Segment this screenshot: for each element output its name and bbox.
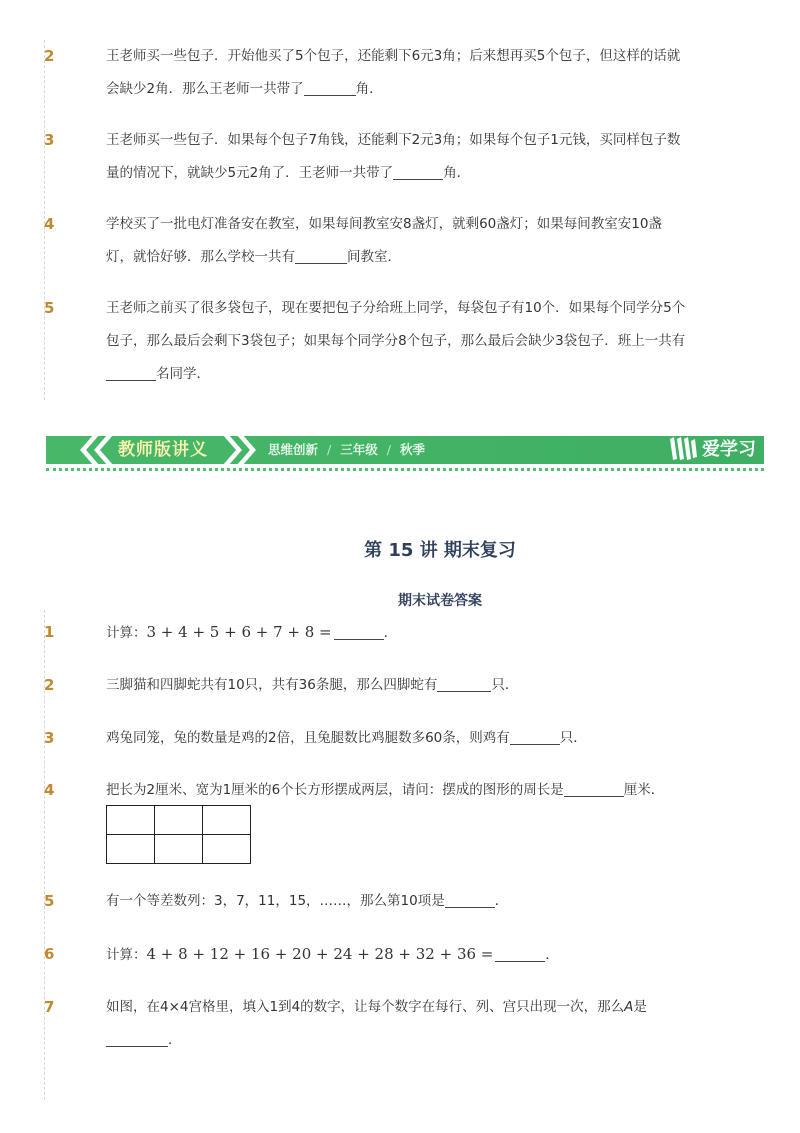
answer-blank[interactable]: [510, 731, 560, 746]
question-4: [0, 774, 800, 807]
brand-name: 爱学习: [702, 439, 756, 460]
question-3-top: [0, 124, 800, 190]
question-7: [0, 991, 800, 1057]
question-text: 学校买了一批电灯准备安在教室，如果每间教室安8盏灯，就剩60盏灯；如果每间教室安10盏 灯，就恰好够．那么学校一共有 间教室．: [106, 216, 662, 265]
question-text: 计算：3 + 4 + 5 + 6 + 7 + 8 = ．: [106, 623, 398, 641]
answer-blank[interactable]: [106, 367, 156, 382]
answer-blank[interactable]: [564, 783, 624, 798]
banner-title: 教师版讲义: [118, 440, 208, 460]
question-number: 5: [44, 299, 55, 317]
question-number: 2: [44, 676, 55, 694]
double-chevron-right-icon: [220, 432, 260, 468]
answer-blank[interactable]: [106, 1033, 168, 1048]
grid-cell: [107, 835, 155, 864]
grid-cell: [203, 835, 251, 864]
question-5: [0, 885, 800, 918]
answer-blank[interactable]: [445, 894, 495, 909]
question-number: 6: [44, 945, 55, 963]
question-number: 1: [44, 623, 55, 641]
question-text: 王老师买一些包子．开始他买了5个包子，还能剩下6元3角；后来想再买5个包子，但这样的话就 会缺少2角．那么王老师一共带了 角．: [106, 48, 681, 97]
question-number: 3: [44, 131, 55, 149]
grid-cell: [107, 806, 155, 835]
lecture-title: 第 15 讲 期末复习: [364, 540, 516, 561]
question-4-top: [0, 208, 800, 274]
rectangle-grid-figure: [106, 805, 251, 864]
question-text: 计算：4 + 8 + 12 + 16 + 20 + 24 + 28 + 32 + 36 = ．: [106, 945, 559, 963]
question-text: 王老师买一些包子．如果每个包子7角钱，还能剩下2元3角；如果每个包子1元钱，买同样包子数 量的情况下，就缺少5元2角了．王老师一共带了 角．: [106, 132, 681, 181]
answer-blank[interactable]: [437, 678, 491, 693]
question-text: 王老师之前买了很多袋包子，现在要把包子分给班上同学，每袋包子有10个．如果每个同学分5个 包子，那么最后会剩下3袋包子；如果每个同学分8个包子，那么最后会缺少3袋包子．班上一共有 名同学．: [106, 300, 686, 382]
book-stripes-icon: [668, 435, 698, 461]
question-3: [0, 722, 800, 755]
question-number: 4: [44, 215, 55, 233]
question-number: 5: [44, 892, 55, 910]
answer-blank[interactable]: [495, 948, 545, 963]
grid-cell: [203, 806, 251, 835]
question-number: 2: [44, 47, 55, 65]
question-number: 7: [44, 998, 55, 1016]
question-2: [0, 669, 800, 702]
question-text: 三脚猫和四脚蛇共有10只，共有36条腿，那么四脚蛇有 只．: [106, 677, 519, 693]
grid-cell: [155, 835, 203, 864]
banner-dotted-line: [46, 468, 764, 471]
question-text: 鸡兔同笼，兔的数量是鸡的2倍，且兔腿数比鸡腿数多60条，则鸡有 只．: [106, 730, 587, 746]
question-text: 有一个等差数列：3，7，11，15，……，那么第10项是 ．: [106, 893, 509, 909]
answer-blank[interactable]: [334, 626, 384, 641]
question-text: 如图，在4×4宫格里，填入1到4的数字，让每个数字在每行、列、宫只出现一次，那么A是 ．: [106, 999, 647, 1048]
question-text: 把长为2厘米、宽为1厘米的6个长方形摆成两层，请问：摆成的图形的周长是 厘米．: [106, 782, 665, 798]
answer-blank[interactable]: [304, 82, 356, 97]
header-banner: [46, 432, 764, 468]
double-chevron-left-icon: [76, 432, 116, 468]
section-title: 期末试卷答案: [398, 593, 482, 609]
grid-cell: [155, 806, 203, 835]
question-2-top: [0, 40, 800, 106]
answer-blank[interactable]: [393, 166, 443, 181]
question-6: [0, 938, 800, 971]
math-expression: 3 + 4 + 5 + 6 + 7 + 8 =: [146, 623, 332, 641]
brand-logo: [668, 432, 756, 468]
question-5-top: [0, 292, 800, 391]
question-number: 4: [44, 781, 55, 799]
question-number: 3: [44, 729, 55, 747]
question-1: [0, 616, 800, 649]
answer-blank[interactable]: [295, 250, 347, 265]
banner-subtitle: 思维创新 / 三年级 / 秋季: [268, 442, 425, 457]
math-expression: 4 + 8 + 12 + 16 + 20 + 24 + 28 + 32 + 36 =: [146, 945, 494, 963]
